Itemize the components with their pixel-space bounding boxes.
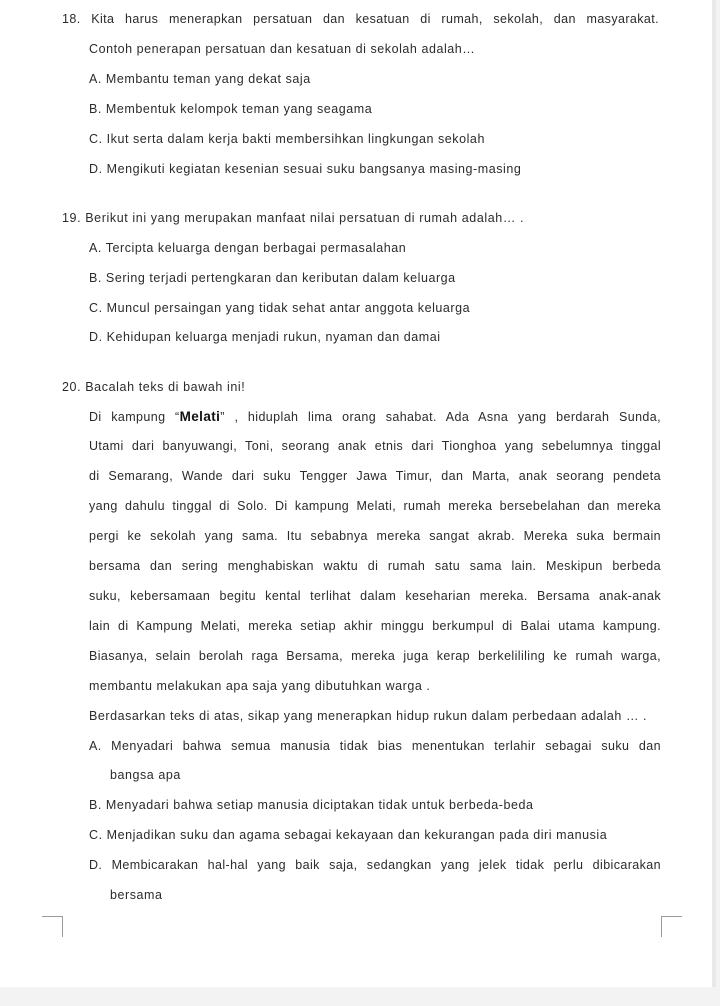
q20-option-b: B. Menyadari bahwa setiap manusia diciptakan tidak untuk berbeda-beda xyxy=(89,798,534,812)
page-edge xyxy=(712,0,716,987)
q19-option-b: B. Sering terjadi pertengkaran dan keributan dalam keluarga xyxy=(89,271,456,285)
q20-passage-line: Utami dari banyuwangi, Toni, seorang anak etnis dari Tionghoa yang sebelumnya tinggal xyxy=(89,439,661,453)
q20-option-d-cont: bersama xyxy=(110,888,163,902)
crop-mark-left xyxy=(42,916,63,937)
q18-option-c: C. Ikut serta dalam kerja bakti membersihkan lingkungan sekolah xyxy=(89,132,485,146)
passage-suffix: ” , hiduplah lima orang sahabat. Ada Asna yang berdarah Sunda, xyxy=(220,410,661,424)
q18-question: 18. Kita harus menerapkan persatuan dan kesatuan di rumah, sekolah, dan masyarakat. xyxy=(62,12,659,26)
q19-question: 19. Berikut ini yang merupakan manfaat nilai persatuan di rumah adalah… . xyxy=(62,211,525,225)
q19-option-d: D. Kehidupan keluarga menjadi rukun, nyaman dan damai xyxy=(89,330,441,344)
q20-passage-line: suku, kebersamaan begitu kental terlihat dalam keseharian mereka. Bersama anak-anak xyxy=(89,589,661,603)
q18-option-b: B. Membentuk kelompok teman yang seagama xyxy=(89,102,373,116)
q20-option-c: C. Menjadikan suku dan agama sebagai kekayaan dan kekurangan pada diri manusia xyxy=(89,828,608,842)
q19-option-a: A. Tercipta keluarga dengan berbagai permasalahan xyxy=(89,241,407,255)
q18-option-d: D. Mengikuti kegiatan kesenian sesuai suku bangsanya masing-masing xyxy=(89,162,522,176)
q20-option-a: A. Menyadari bahwa semua manusia tidak bias menentukan terlahir sebagai suku dan xyxy=(89,739,661,753)
q20-passage-line: lain di Kampung Melati, mereka setiap akhir minggu berkumpul di Balai utama kampung. xyxy=(89,619,661,633)
q20-question: 20. Bacalah teks di bawah ini! xyxy=(62,380,246,394)
q20-passage-line: pergi ke sekolah yang sama. Itu sebabnya mereka sangat akrab. Mereka suka bermain xyxy=(89,529,661,543)
q20-passage-last-line: membantu melakukan apa saja yang dibutuhkan warga . xyxy=(89,679,431,693)
q20-option-d: D. Membicarakan hal-hal yang baik saja, sedangkan yang jelek tidak perlu dibicarakan xyxy=(89,858,661,872)
passage-prefix: Di kampung “ xyxy=(89,410,180,424)
q20-passage-line: yang dahulu tinggal di Solo. Di kampung Melati, rumah mereka bersebelahan dan mereka xyxy=(89,499,661,513)
q20-passage-line: Biasanya, selain berolah raga Bersama, mereka juga kerap berkelililing ke rumah warga, xyxy=(89,649,661,663)
q18-option-a: A. Membantu teman yang dekat saja xyxy=(89,72,311,86)
q19-option-c: C. Muncul persaingan yang tidak sehat antar anggota keluarga xyxy=(89,301,471,315)
village-name: Melati xyxy=(179,409,221,424)
q20-passage-line xyxy=(89,409,661,424)
q20-passage-line: di Semarang, Wande dari suku Tengger Jawa Timur, dan Marta, anak seorang pendeta xyxy=(89,469,661,483)
crop-mark-right xyxy=(661,916,682,937)
q18-subquestion: Contoh penerapan persatuan dan kesatuan di sekolah adalah… xyxy=(89,42,476,56)
q20-option-a-cont: bangsa apa xyxy=(110,768,181,782)
q20-passage-line: bersama dan sering menghabiskan waktu di rumah satu sama lain. Meskipun berbeda xyxy=(89,559,661,573)
q20-prompt: Berdasarkan teks di atas, sikap yang menerapkan hidup rukun dalam perbedaan adalah … . xyxy=(89,709,648,723)
